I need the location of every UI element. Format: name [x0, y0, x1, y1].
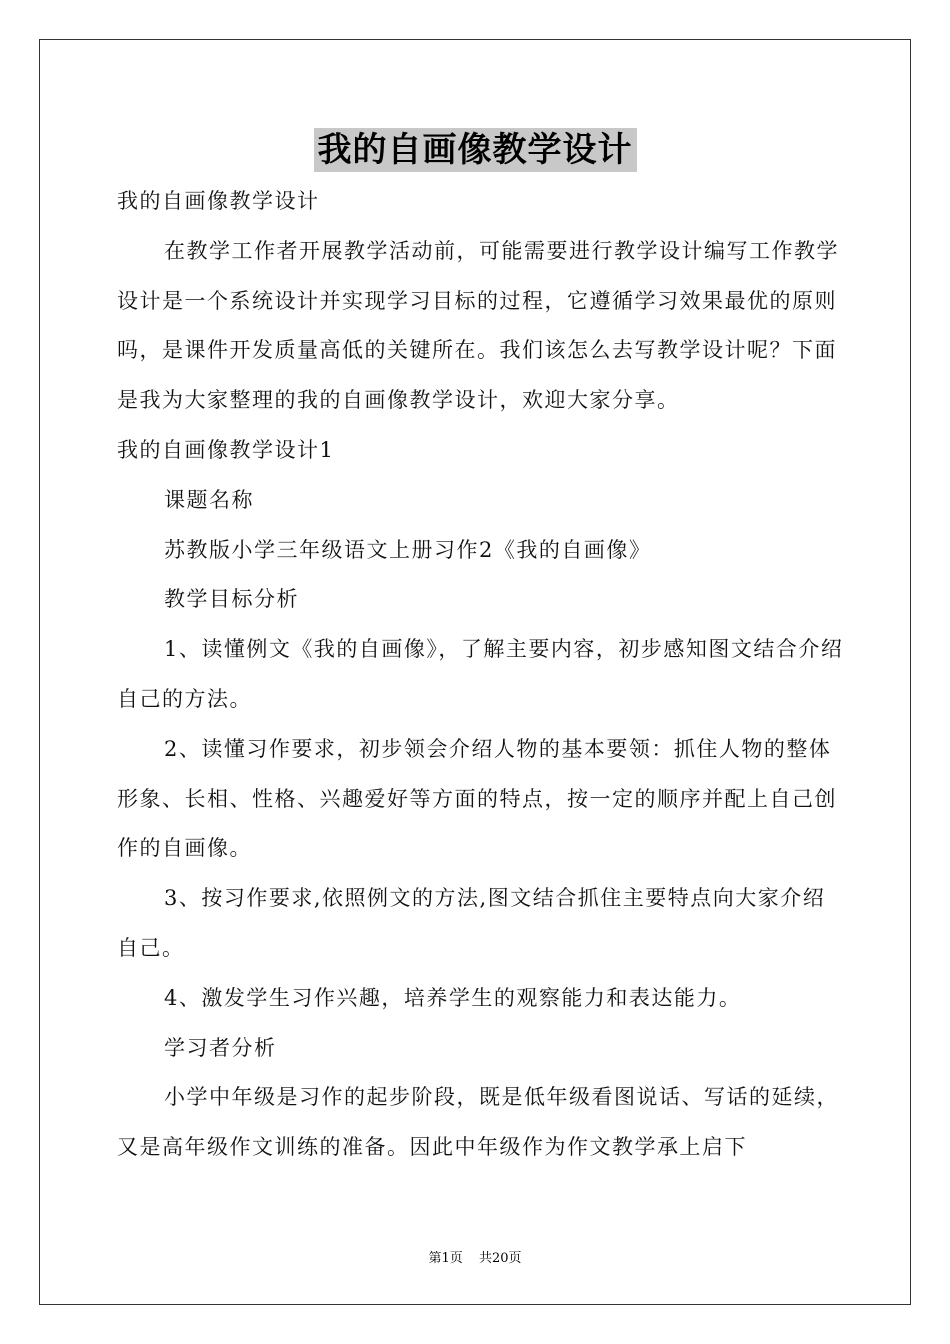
goal-item-1: 1、读懂例文《我的自画像》，了解主要内容，初步感知图文结合介绍自己的方法。 — [117, 637, 844, 711]
goal-item-4: 4、激发学生习作兴趣，培养学生的观察能力和表达能力。 — [164, 985, 742, 1010]
document-title: 我的自画像教学设计 — [314, 128, 637, 172]
paragraph-subtitle: 我的自画像教学设计 — [117, 189, 320, 213]
paragraph-course-name: 苏教版小学三年级语文上册习作2《我的自画像》 — [164, 537, 652, 562]
goal-item-2: 2、读懂习作要求，初步领会介绍人物的基本要领：抓住人物的整体形象、长相、性格、兴趣爱好等方面的特点，按一定的顺序并配上自己创作的自画像。 — [117, 736, 837, 861]
paragraph-learner-analysis: 小学中年级是习作的起步阶段，既是低年级看图说话、写话的延续，又是高年级作文训练的准备。因此中年级作为作文教学承上启下 — [117, 1085, 839, 1160]
heading-course-name: 课题名称 — [164, 487, 254, 512]
heading-learner-analysis: 学习者分析 — [164, 1035, 277, 1060]
heading-goals: 教学目标分析 — [164, 587, 299, 612]
page-total: 共20页 — [478, 1251, 522, 1266]
paragraph-intro: 在教学工作者开展教学活动前，可能需要进行教学设计编写工作教学设计是一个系统设计并实现学习目标的过程，它遵循学习效果最优的原则吗，是课件开发质量高低的关键所在。我们该怎么去写教学设计呢？下面是我为大家整理的我的自画像教学设计，欢迎大家分享。 — [117, 238, 839, 413]
page-number: 第1页 — [428, 1251, 463, 1266]
section-heading-design-1: 我的自画像教学设计1 — [117, 437, 335, 462]
page-footer — [0, 1247, 950, 1266]
document-body — [117, 177, 847, 1173]
title-container — [0, 128, 950, 172]
goal-item-3: 3、按习作要求,依照例文的方法,图文结合抓住主要特点向大家介绍自己。 — [117, 886, 826, 960]
